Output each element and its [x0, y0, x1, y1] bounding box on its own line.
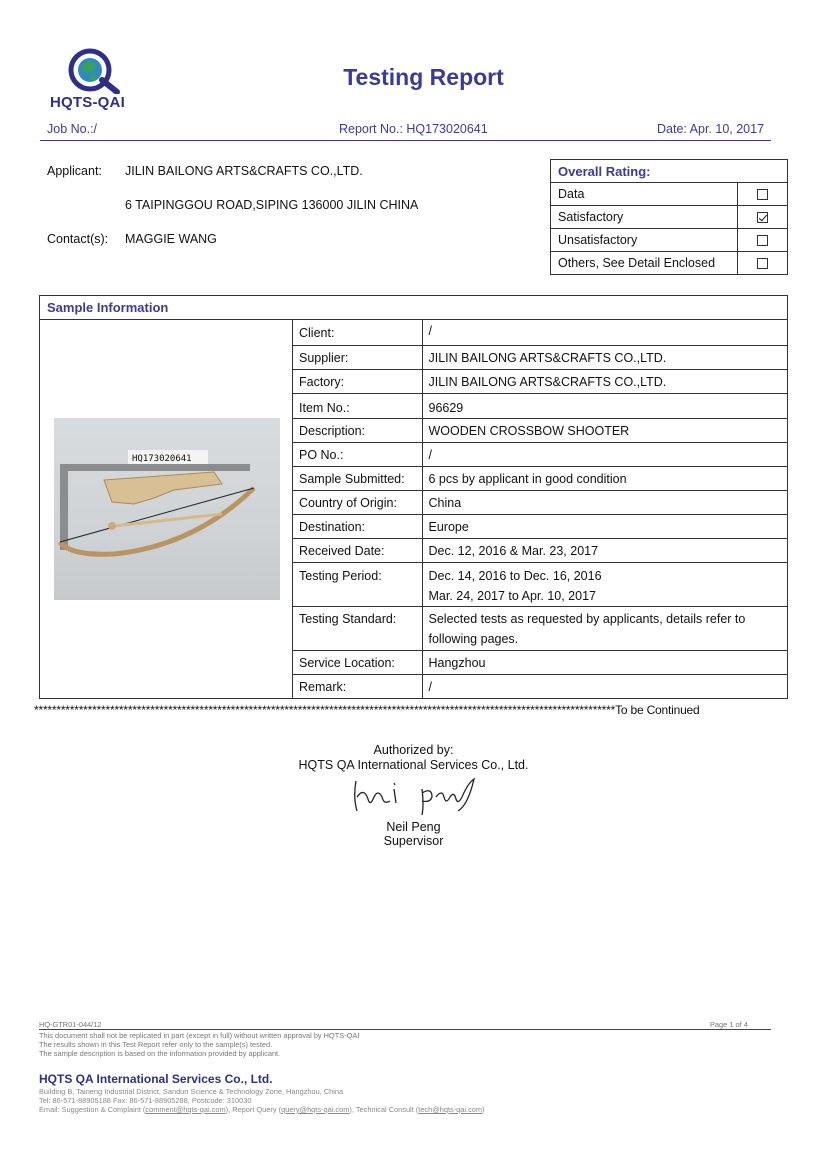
form-code: HQ-GTR01-044/12 — [39, 1020, 102, 1029]
field-label: Testing Period: — [299, 568, 382, 583]
received-date-value: Dec. 12, 2016 & Mar. 23, 2017 — [428, 543, 599, 558]
overall-rating-table — [550, 159, 788, 275]
email-prefix: Email: Suggestion & Complaint ( — [39, 1105, 146, 1114]
email-separator: ), Technical Consult ( — [349, 1105, 419, 1114]
sample-photo-cell — [40, 320, 293, 699]
field-label: PO No.: — [299, 447, 344, 462]
footer-address: Building B, Taineng Industrial District, Sandun Science & Technology Zone, Hangzhou, China — [39, 1087, 344, 1096]
disclaimer-line: This document shall not be replicated in part (except in full) without written approval by HQTS-QAI — [39, 1031, 360, 1040]
field-label: Item No.: — [299, 400, 350, 415]
query-email-link[interactable]: query@hqts-qai.com — [281, 1105, 350, 1114]
sample-submitted-value: 6 pcs by applicant in good condition — [428, 471, 627, 486]
field-label: Service Location: — [299, 655, 395, 670]
rating-checkbox-others[interactable] — [757, 258, 768, 269]
rating-row-others — [551, 252, 788, 275]
testing-period-value-2: Mar. 24, 2017 to Apr. 10, 2017 — [428, 588, 596, 603]
footer-divider — [39, 1029, 771, 1030]
rating-checkbox-data[interactable] — [757, 189, 768, 200]
job-number: Job No.:/ — [47, 122, 98, 136]
po-number-value: / — [428, 447, 432, 462]
rating-label: Data — [551, 183, 738, 206]
disclaimer-line: The results shown in this Test Report refer only to the sample(s) tested. — [39, 1040, 273, 1049]
logo-text: HQTS-QAI — [50, 94, 125, 111]
report-date: Date: Apr. 10, 2017 — [657, 122, 765, 136]
footer-tel: Tel: 86-571-88905188 Fax: 86-571-88905288, Postcode: 310030 — [39, 1096, 252, 1105]
report-number: Report No.: HQ173020641 — [339, 122, 488, 136]
testing-period-value: Dec. 14, 2016 to Dec. 16, 2016 — [428, 568, 602, 583]
sample-information-section — [39, 295, 788, 699]
rating-label: Satisfactory — [551, 206, 738, 229]
remark-value: / — [428, 679, 432, 694]
item-number-value: 96629 — [428, 400, 464, 415]
overall-rating-title: Overall Rating: — [551, 160, 788, 183]
service-location-value: Hangzhou — [428, 655, 486, 670]
field-label: Client: — [299, 326, 335, 340]
handwritten-signature — [350, 775, 480, 817]
authorized-by-label: Authorized by: — [373, 743, 454, 757]
rating-checkbox-unsatisfactory[interactable] — [757, 235, 768, 246]
field-label: Destination: — [299, 519, 366, 534]
footer-company-name: HQTS QA International Services Co., Ltd. — [39, 1072, 273, 1086]
field-label: Remark: — [299, 679, 347, 694]
rating-row-unsatisfactory — [551, 229, 788, 252]
disclaimer-line: The sample description is based on the information provided by applicant. — [39, 1049, 281, 1058]
applicant-company: JILIN BAILONG ARTS&CRAFTS CO.,LTD. — [125, 164, 363, 178]
rating-label: Unsatisfactory — [551, 229, 738, 252]
applicant-label: Applicant: — [47, 164, 102, 178]
supplier-value: JILIN BAILONG ARTS&CRAFTS CO.,LTD. — [428, 350, 667, 365]
email-separator: ), Report Query ( — [225, 1105, 282, 1114]
rating-label: Others, See Detail Enclosed — [551, 252, 738, 275]
signatory-role: Supervisor — [383, 834, 444, 848]
destination-value: Europe — [428, 519, 469, 534]
field-label: Factory: — [299, 374, 345, 389]
header-divider — [40, 140, 771, 141]
applicant-address: 6 TAIPINGGOU ROAD,SIPING 136000 JILIN CHINA — [125, 198, 419, 212]
report-title: Testing Report — [343, 64, 504, 90]
crossbow-image — [54, 418, 280, 600]
authorizing-company: HQTS QA International Services Co., Ltd. — [298, 758, 529, 772]
sample-tag-text: HQ173020641 — [132, 454, 192, 464]
contact-name: MAGGIE WANG — [125, 232, 217, 246]
rating-row-satisfactory — [551, 206, 788, 229]
description-value: WOODEN CROSSBOW SHOOTER — [428, 423, 630, 438]
complaint-email-link[interactable]: comment@hqts-qai.com — [145, 1105, 226, 1114]
testing-standard-value-2: following pages. — [428, 631, 519, 646]
country-of-origin-value: China — [428, 495, 462, 510]
field-label: Supplier: — [299, 350, 349, 365]
sample-photo — [54, 418, 280, 600]
sample-details-table — [293, 320, 787, 698]
tech-email-link[interactable]: tech@hqts-qai.com — [418, 1105, 483, 1114]
to-be-continued-line: **********************************************************************************************************************************To be Continued — [34, 703, 700, 717]
contact-label: Contact(s): — [47, 232, 109, 246]
email-suffix: ) — [482, 1105, 485, 1114]
testing-standard-value: Selected tests as requested by applicants, details refer to — [428, 611, 746, 626]
client-value: / — [428, 324, 432, 338]
field-label: Description: — [299, 423, 365, 438]
field-label: Received Date: — [299, 543, 385, 558]
footer-emails — [39, 1105, 485, 1114]
page-indicator: Page 1 of 4 — [710, 1020, 748, 1029]
factory-value: JILIN BAILONG ARTS&CRAFTS CO.,LTD. — [428, 374, 667, 389]
field-label: Testing Standard: — [299, 611, 397, 626]
sample-information-title: Sample Information — [40, 296, 787, 320]
field-label: Sample Submitted: — [299, 471, 405, 486]
rating-checkbox-satisfactory[interactable] — [757, 212, 768, 223]
field-label: Country of Origin: — [299, 495, 397, 510]
rating-row-data — [551, 183, 788, 206]
signatory-name: Neil Peng — [386, 820, 441, 834]
